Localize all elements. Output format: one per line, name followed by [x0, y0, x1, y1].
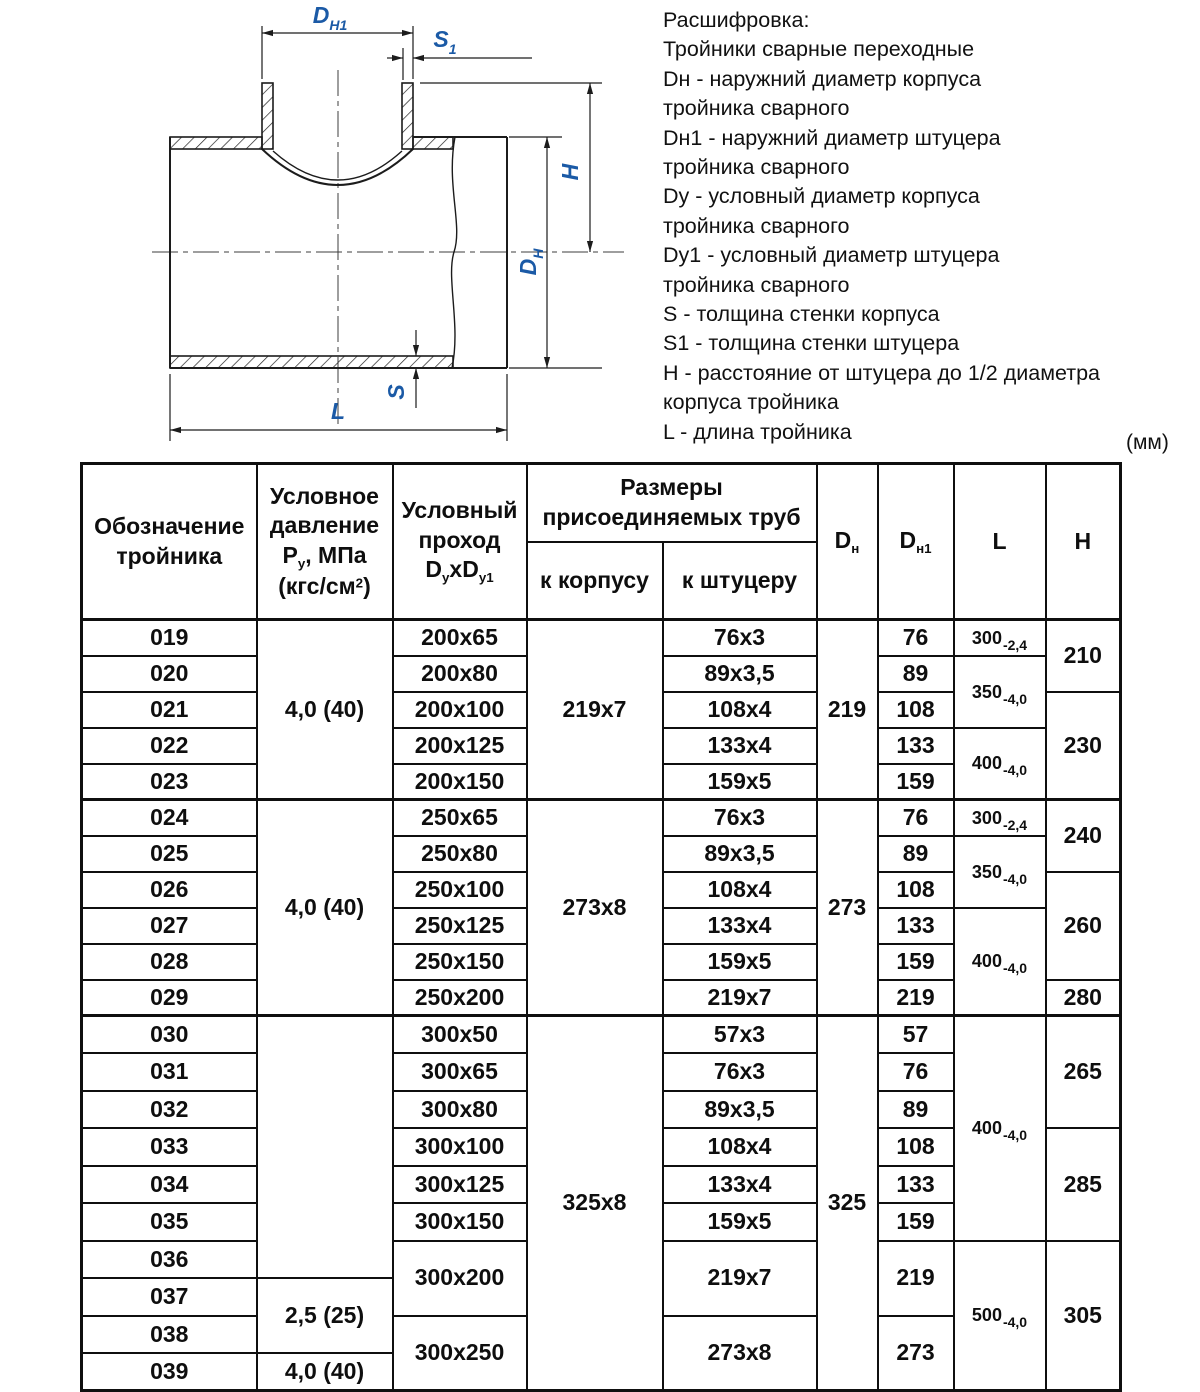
table-cell: [82, 1053, 257, 1091]
dimensions-table: [80, 462, 1122, 1392]
table-cell: [878, 1128, 954, 1166]
cell-line: 89х3,5: [704, 839, 775, 866]
cell-line: 250х65: [421, 804, 498, 831]
cell-line: 4,0 (40): [284, 695, 365, 722]
cell-line: 300х125: [414, 1170, 505, 1197]
cell-line: $D_н$: [834, 526, 860, 556]
table-cell: [82, 728, 257, 764]
legend-line: S1 - толщина стенки штуцера: [663, 331, 960, 356]
legend-line: H - расстояние от штуцера до 1/2 диаметра: [663, 360, 1101, 385]
table-cell: [954, 836, 1046, 908]
legend-line: Тройники сварные переходные: [663, 37, 975, 62]
table-cell: [393, 1203, 527, 1241]
dim-label-s: S: [383, 384, 409, 400]
tolerance-base: 400: [971, 753, 1002, 774]
legend-line: L - длина тройника: [663, 419, 852, 444]
cell-line: 300х65: [421, 1058, 498, 1085]
tolerance-deviation: -2,4: [1002, 636, 1028, 653]
table-cell: [878, 980, 954, 1016]
table-cell: [393, 1091, 527, 1129]
table-cell: [954, 620, 1046, 656]
table-cell: [527, 800, 663, 1016]
table-cell: [82, 1278, 257, 1316]
cell-line: 4,0 (40): [284, 893, 365, 920]
tolerance-deviation: -4,0: [1002, 960, 1028, 977]
cell-line: 250х125: [414, 911, 505, 938]
cell-line: 025: [150, 839, 189, 866]
cell-line: 019: [150, 624, 189, 651]
cell-line: давление: [269, 512, 380, 539]
table-cell: [878, 1053, 954, 1091]
cell-line: 200х100: [414, 695, 505, 722]
legend-line: Dн1 - наружний диаметр штуцера: [663, 125, 1001, 150]
cell-line: $Р_у$, МПа: [282, 541, 367, 571]
cell-line: 305: [1063, 1301, 1102, 1328]
header-row-1: [82, 464, 1121, 542]
table-cell: [878, 800, 954, 836]
column-header: [817, 464, 878, 620]
table-cell: [82, 800, 257, 836]
cell-line: к штуцеру: [681, 566, 798, 593]
table-cell: [817, 800, 878, 1016]
table-cell: [82, 1316, 257, 1354]
cell-line: 57х3: [713, 1020, 766, 1047]
cell-line: 240: [1063, 822, 1102, 849]
table-cell: [954, 728, 1046, 800]
legend-line: корпуса тройника: [663, 390, 839, 415]
cell-line: 76х3: [713, 624, 766, 651]
cell-line: Условный: [401, 497, 518, 524]
cell-line: 024: [150, 804, 189, 831]
cell-line: 260: [1063, 911, 1102, 938]
table-cell: [257, 620, 393, 800]
table-cell: [878, 1203, 954, 1241]
table-cell: [663, 1091, 817, 1129]
cell-line: 280: [1063, 983, 1102, 1010]
cell-line: 300х80: [421, 1095, 498, 1122]
column-header: [527, 464, 817, 542]
cell-line: L: [992, 527, 1007, 554]
centerlines: [152, 70, 624, 427]
table-cell: [82, 764, 257, 800]
subscript: у1: [478, 570, 494, 586]
cell-line: 250х150: [414, 947, 505, 974]
cell-line: 159: [896, 1208, 935, 1235]
table-cell: [954, 656, 1046, 728]
table-cell: [663, 1166, 817, 1204]
cell-line: 108: [896, 1133, 935, 1160]
table-cell: [527, 620, 663, 800]
table-cell: [878, 1241, 954, 1316]
legend-line: тройника сварного: [663, 155, 850, 180]
cell-line: 219: [827, 695, 867, 722]
table-cell: [878, 764, 954, 800]
cell-line: 032: [150, 1095, 189, 1122]
cell-line: 027: [150, 911, 189, 938]
cell-line: 108х4: [707, 695, 772, 722]
table-cell: [393, 1241, 527, 1316]
cell-line: 219х7: [707, 1264, 772, 1291]
cell-line: 300х200: [414, 1264, 505, 1291]
table-cell: [82, 1241, 257, 1279]
table-cell: [663, 620, 817, 656]
legend-line: Dу1 - условный диаметр штуцера: [663, 243, 1000, 268]
dim-label-l: L: [330, 398, 346, 424]
cell-line: 022: [150, 731, 189, 758]
table-cell: [393, 836, 527, 872]
column-subheader: [663, 542, 817, 620]
cell-line: Условное: [270, 482, 379, 509]
cell-line: 219х7: [707, 983, 772, 1010]
cell-line: 133: [896, 911, 935, 938]
table-cell: [393, 1166, 527, 1204]
cell-line: 89: [902, 1095, 929, 1122]
cell-line: $D_ухD_{у1}$: [425, 556, 494, 586]
table-cell: [82, 692, 257, 728]
cell-line: 230: [1063, 731, 1102, 758]
tolerance-base: 350: [971, 681, 1002, 702]
cell-line: 89: [902, 839, 929, 866]
cell-line: 159: [896, 947, 935, 974]
table-cell: [878, 836, 954, 872]
table-cell: [82, 872, 257, 908]
dimensions-table-wrap: [80, 462, 1122, 1392]
table-cell: [663, 1203, 817, 1241]
table-cell: [82, 1353, 257, 1391]
table-cell: [663, 1128, 817, 1166]
legend-line: Dу - условный диаметр корпуса: [663, 184, 980, 209]
table-cell: [878, 908, 954, 944]
table-cell: [878, 728, 954, 764]
cell-line: 034: [150, 1170, 189, 1197]
subscript: у: [297, 555, 306, 571]
table-body: [82, 620, 1121, 1391]
dim-label-h: H: [557, 163, 583, 181]
table-cell: [1046, 800, 1121, 872]
tolerance-base: 500: [971, 1305, 1002, 1326]
tolerance-deviation: -4,0: [1002, 762, 1028, 779]
table-cell: [663, 1316, 817, 1391]
dim-label-s1: $S_1$: [433, 26, 457, 57]
cell-line: 038: [150, 1320, 189, 1347]
table-cell: [393, 872, 527, 908]
cell-line: 219: [896, 983, 935, 1010]
table-cell: [663, 764, 817, 800]
tolerance-base: 400: [971, 951, 1002, 972]
tolerance-base: 350: [971, 861, 1002, 882]
cell-line: 4,0 (40): [284, 1357, 365, 1384]
table-cell: [257, 1278, 393, 1353]
table-cell: [663, 800, 817, 836]
cell-line: 210: [1063, 642, 1102, 669]
cell-line: 108: [896, 695, 935, 722]
cell-line: 108х4: [707, 1133, 772, 1160]
cell-line: 273: [827, 893, 867, 920]
cell-line: $D_{н1}$: [899, 526, 932, 556]
cell-line: 265: [1063, 1058, 1102, 1085]
tolerance-deviation: -4,0: [1002, 1127, 1028, 1144]
table-cell: [663, 692, 817, 728]
table-cell: [954, 1016, 1046, 1241]
cell-line: 76: [902, 1058, 929, 1085]
cell-line: 133х4: [707, 1170, 772, 1197]
table-cell: [954, 800, 1046, 836]
cell-line: 200х80: [421, 659, 498, 686]
tolerance-deviation: -4,0: [1002, 870, 1028, 887]
dimension-lines: [170, 33, 590, 430]
table-cell: [82, 1091, 257, 1129]
table-cell: [663, 656, 817, 692]
table-cell: [878, 872, 954, 908]
legend-title: Расшифровка:: [663, 8, 810, 32]
cell-line: H: [1074, 527, 1092, 554]
cell-line: 273: [896, 1339, 935, 1366]
legend-line: тройника сварного: [663, 96, 850, 121]
table-cell: [82, 1128, 257, 1166]
cell-line: 133: [896, 1170, 935, 1197]
cell-line: тройника: [116, 542, 223, 569]
table-cell: [663, 980, 817, 1016]
table-cell: [817, 1016, 878, 1391]
cell-line: 250х200: [414, 983, 505, 1010]
tolerance-base: 300: [971, 627, 1002, 648]
table-cell: [1046, 1128, 1121, 1241]
cell-line: 325х8: [562, 1189, 627, 1216]
table-cell: [82, 836, 257, 872]
table-cell: [393, 764, 527, 800]
cell-line: проход: [418, 526, 501, 553]
cell-line: 023: [150, 767, 189, 794]
cell-line: 89х3,5: [704, 659, 775, 686]
cell-line: 57: [902, 1020, 929, 1047]
cell-line: 159: [896, 767, 935, 794]
table-cell: [82, 1016, 257, 1054]
units-label: (мм): [1126, 431, 1169, 454]
cell-line: 033: [150, 1133, 189, 1160]
cell-line: 285: [1063, 1170, 1102, 1197]
subscript: н1: [916, 540, 932, 556]
cell-line: 219: [896, 1264, 935, 1291]
table-cell: [257, 1353, 393, 1391]
table-cell: [393, 1053, 527, 1091]
dim-label-dn: $D_Н$: [515, 248, 546, 276]
legend-line: тройника сварного: [663, 213, 850, 238]
legend-line: Dн - наружний диаметр корпуса: [663, 66, 982, 91]
column-header: [257, 464, 393, 620]
table-cell: [817, 620, 878, 800]
table-cell: [82, 656, 257, 692]
dimension-extension-lines: [170, 26, 602, 441]
table-cell: [393, 980, 527, 1016]
tee-technical-drawing: [145, 0, 650, 455]
cell-line: 273х8: [562, 893, 627, 920]
table-cell: [82, 1166, 257, 1204]
cell-line: 250х80: [421, 839, 498, 866]
cell-line: 273х8: [707, 1339, 772, 1366]
cell-line: 76х3: [713, 1058, 766, 1085]
cell-line: 133х4: [707, 911, 772, 938]
table-cell: [878, 620, 954, 656]
table-cell: [257, 1016, 393, 1279]
table-cell: [393, 620, 527, 656]
table-cell: [82, 908, 257, 944]
cell-line: 037: [150, 1283, 189, 1310]
cell-line: Размеры: [620, 474, 723, 501]
table-cell: [82, 620, 257, 656]
cell-line: 89: [902, 659, 929, 686]
table-cell: [393, 944, 527, 980]
table-cell: [393, 1016, 527, 1054]
table-cell: [878, 656, 954, 692]
legend-lines: [663, 35, 1193, 447]
table-cell: [1046, 1016, 1121, 1129]
table-cell: [663, 872, 817, 908]
cell-line: 108х4: [707, 875, 772, 902]
table-cell: [878, 1016, 954, 1054]
cell-line: 036: [150, 1245, 189, 1272]
table-row: [82, 1016, 1121, 1054]
tolerance-base: 400: [971, 1118, 1002, 1139]
cell-line: 159х5: [707, 947, 772, 974]
table-cell: [1046, 980, 1121, 1016]
cell-line: 031: [150, 1058, 189, 1085]
table-cell: [1046, 872, 1121, 980]
cell-line: 200х150: [414, 767, 505, 794]
subscript: н: [851, 540, 860, 556]
table-cell: [393, 908, 527, 944]
table-cell: [954, 1241, 1046, 1391]
table-row: [82, 800, 1121, 836]
tolerance-base: 300: [971, 807, 1002, 828]
legend-block: [663, 6, 1193, 447]
cell-line: 300х250: [414, 1339, 505, 1366]
table-cell: [954, 908, 1046, 1016]
table-cell: [663, 1241, 817, 1316]
table-cell: [82, 980, 257, 1016]
table-cell: [878, 692, 954, 728]
table-cell: [663, 728, 817, 764]
cell-line: 029: [150, 983, 189, 1010]
cell-line: 76х3: [713, 804, 766, 831]
subscript: у: [441, 570, 450, 586]
table-cell: [878, 1091, 954, 1129]
table-cell: [527, 1016, 663, 1391]
cell-line: 020: [150, 659, 189, 686]
tolerance-deviation: -4,0: [1002, 1314, 1028, 1331]
cell-line: 133х4: [707, 731, 772, 758]
table-header: [82, 464, 1121, 620]
column-header: [1046, 464, 1121, 620]
table-cell: [1046, 620, 1121, 692]
column-subheader: [527, 542, 663, 620]
tolerance-deviation: -4,0: [1002, 690, 1028, 707]
cell-line: 325: [827, 1189, 867, 1216]
table-cell: [257, 800, 393, 1016]
dim-label-dn1: $D_{Н1}$: [312, 2, 348, 33]
table-cell: [878, 1316, 954, 1391]
column-header: [878, 464, 954, 620]
table-cell: [393, 1316, 527, 1391]
table-cell: [393, 728, 527, 764]
cell-line: 200х65: [421, 624, 498, 651]
cell-line: 030: [150, 1020, 189, 1047]
table-cell: [393, 692, 527, 728]
cell-line: 219х7: [562, 695, 627, 722]
cell-line: Обозначение: [94, 513, 245, 540]
cell-line: 76: [902, 624, 929, 651]
cell-line: 133: [896, 731, 935, 758]
table-cell: [663, 1053, 817, 1091]
cell-line: 89х3,5: [704, 1095, 775, 1122]
cell-line: 028: [150, 947, 189, 974]
cell-line: 250х100: [414, 875, 505, 902]
cell-line: присоединяемых труб: [542, 503, 801, 530]
column-header: [393, 464, 527, 620]
cell-line: 300х100: [414, 1133, 505, 1160]
cell-line: 026: [150, 875, 189, 902]
table-cell: [1046, 1241, 1121, 1391]
cell-line: 2,5 (25): [284, 1301, 365, 1328]
tolerance-deviation: -2,4: [1002, 816, 1028, 833]
table-cell: [393, 1128, 527, 1166]
cell-line: 108: [896, 875, 935, 902]
table-cell: [393, 800, 527, 836]
cell-line: 200х125: [414, 731, 505, 758]
cell-line: 159х5: [707, 1208, 772, 1235]
superscript: 2: [355, 575, 364, 591]
cell-line: 021: [150, 695, 189, 722]
table-cell: [82, 1203, 257, 1241]
table-cell: [1046, 692, 1121, 800]
column-header: [954, 464, 1046, 620]
table-row: [82, 620, 1121, 656]
table-cell: [663, 944, 817, 980]
cell-line: к корпусу: [540, 566, 649, 593]
table-cell: [663, 836, 817, 872]
legend-line: S - толщина стенки корпуса: [663, 302, 940, 327]
table-cell: [663, 1016, 817, 1054]
table-cell: [82, 944, 257, 980]
column-header: [82, 464, 257, 620]
table-cell: [878, 1166, 954, 1204]
cell-line: 039: [150, 1357, 189, 1384]
table-cell: [663, 908, 817, 944]
cell-line: 76: [902, 804, 929, 831]
table-cell: [878, 944, 954, 980]
cell-line: 035: [150, 1208, 189, 1235]
cell-line: $(кгс/см^2)$: [278, 572, 371, 599]
cell-line: 300х150: [414, 1208, 505, 1235]
cell-line: 159х5: [707, 767, 772, 794]
legend-line: тройника сварного: [663, 272, 850, 297]
cell-line: 300х50: [421, 1020, 498, 1047]
table-cell: [393, 656, 527, 692]
